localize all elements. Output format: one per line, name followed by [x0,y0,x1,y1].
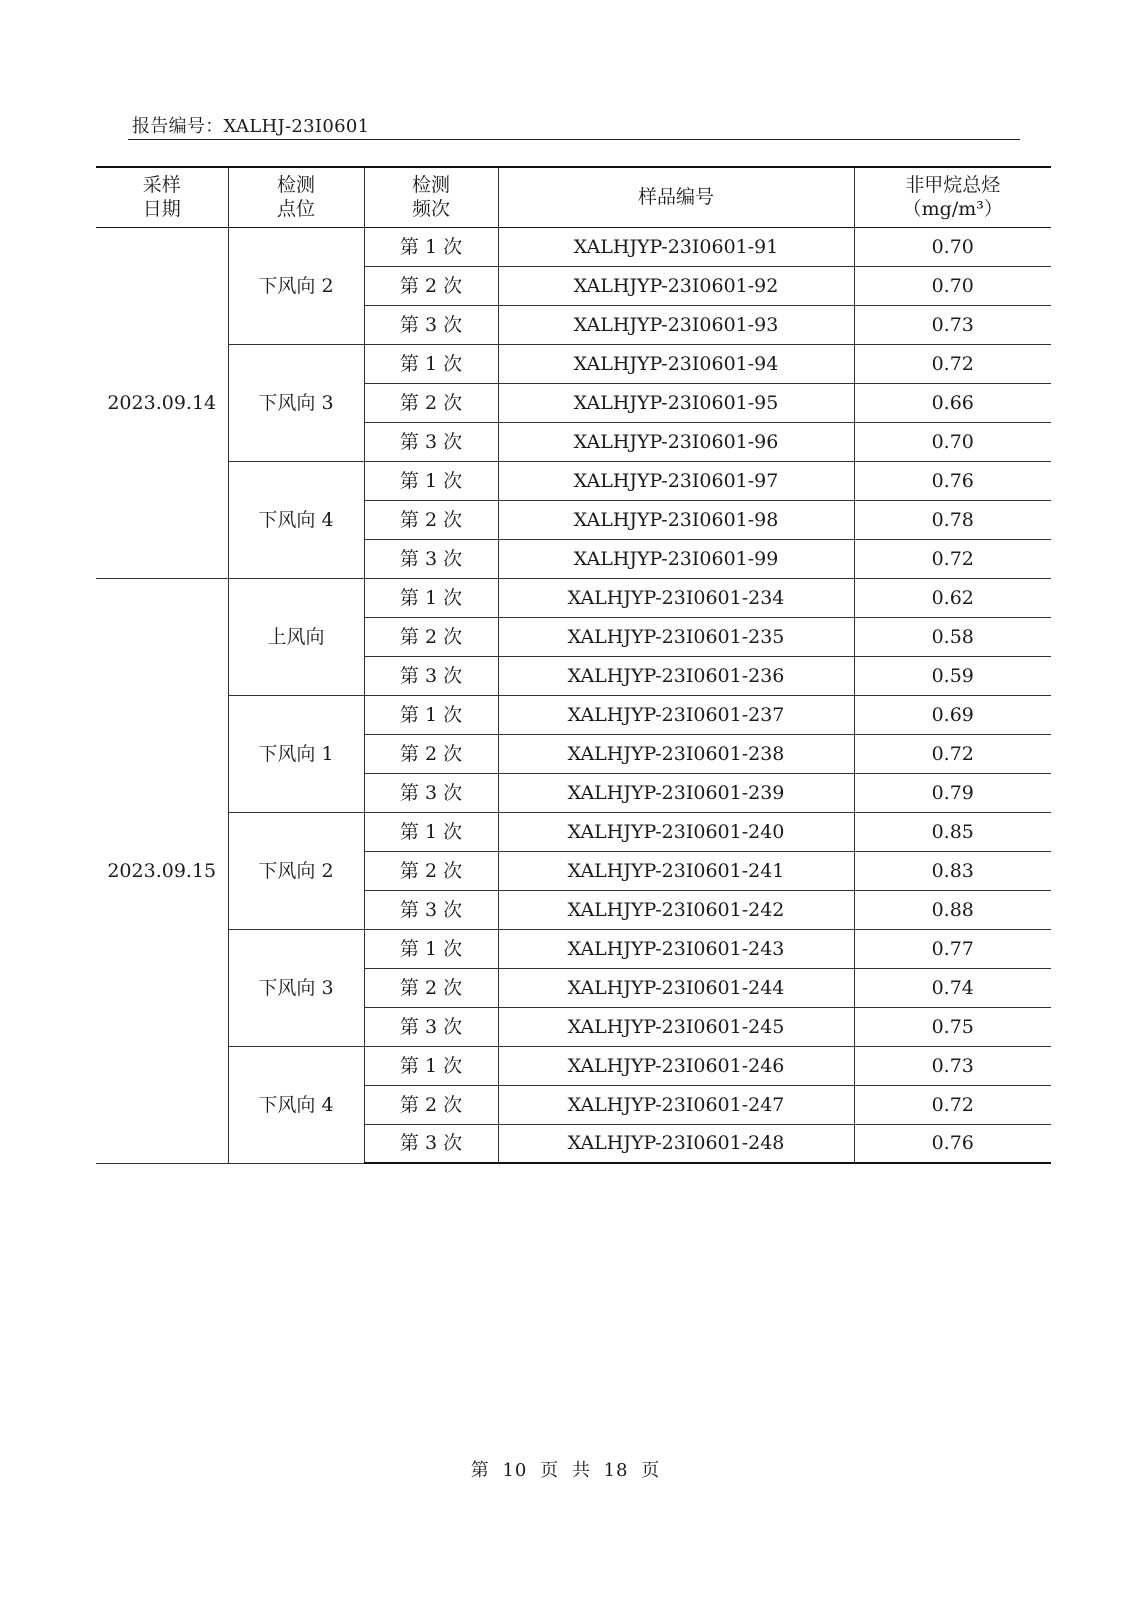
page-footer-page-word: 页 [540,1460,560,1481]
sample-no-cell: XALHJYP-23I0601-93 [498,305,854,344]
sample-no-cell: XALHJYP-23I0601-234 [498,578,854,617]
frequency-cell: 第 3 次 [364,539,498,578]
frequency-cell: 第 3 次 [364,890,498,929]
table-header-row [96,167,1051,227]
nmhc-value-cell: 0.74 [854,968,1051,1007]
sample-no-cell: XALHJYP-23I0601-243 [498,929,854,968]
frequency-cell: 第 1 次 [364,929,498,968]
sample-no-cell: XALHJYP-23I0601-97 [498,461,854,500]
frequency-cell: 第 3 次 [364,305,498,344]
point-cell: 下风向 4 [228,461,364,578]
nmhc-value-cell: 0.72 [854,539,1051,578]
sample-no-cell: XALHJYP-23I0601-235 [498,617,854,656]
frequency-cell: 第 1 次 [364,227,498,266]
sample-no-cell: XALHJYP-23I0601-236 [498,656,854,695]
point-cell: 下风向 3 [228,929,364,1046]
header-divider [128,139,1020,140]
sample-no-cell: XALHJYP-23I0601-238 [498,734,854,773]
page-footer-total-word: 共 [571,1460,591,1481]
frequency-cell: 第 2 次 [364,383,498,422]
nmhc-value-cell: 0.70 [854,266,1051,305]
date-cell: 2023.09.15 [96,578,228,1163]
col-header-sample-no [498,167,854,227]
sample-no-cell: XALHJYP-23I0601-240 [498,812,854,851]
report-number: 报告编号：XALHJ-23I0601 [132,116,370,137]
page-footer-suffix: 页 [641,1460,661,1481]
date-cell: 2023.09.14 [96,227,228,578]
nmhc-value-cell: 0.59 [854,656,1051,695]
sample-no-cell: XALHJYP-23I0601-96 [498,422,854,461]
frequency-cell: 第 1 次 [364,1046,498,1085]
col-header-frequency-line2: 频次 [411,198,450,221]
nmhc-value-cell: 0.76 [854,461,1051,500]
nmhc-value-cell: 0.78 [854,500,1051,539]
point-cell: 下风向 3 [228,344,364,461]
sample-no-cell: XALHJYP-23I0601-92 [498,266,854,305]
frequency-cell: 第 2 次 [364,968,498,1007]
frequency-cell: 第 2 次 [364,617,498,656]
table-row [96,461,1051,500]
col-header-nmhc [854,167,1051,227]
nmhc-value-cell: 0.69 [854,695,1051,734]
point-cell: 上风向 [228,578,364,695]
sample-no-cell: XALHJYP-23I0601-239 [498,773,854,812]
nmhc-value-cell: 0.75 [854,1007,1051,1046]
nmhc-value-cell: 0.66 [854,383,1051,422]
sample-no-cell: XALHJYP-23I0601-95 [498,383,854,422]
sample-no-cell: XALHJYP-23I0601-244 [498,968,854,1007]
sample-no-cell: XALHJYP-23I0601-94 [498,344,854,383]
nmhc-value-cell: 0.58 [854,617,1051,656]
frequency-cell: 第 1 次 [364,695,498,734]
results-table [96,166,1051,1164]
page-footer-total: 18 [603,1460,629,1481]
col-header-point-line2: 点位 [276,198,315,221]
col-header-date-line1: 采样 [142,174,181,197]
nmhc-value-cell: 0.76 [854,1124,1051,1163]
table-row [96,1046,1051,1085]
point-cell: 下风向 1 [228,695,364,812]
table-row [96,578,1051,617]
frequency-cell: 第 1 次 [364,578,498,617]
nmhc-value-cell: 0.88 [854,890,1051,929]
frequency-cell: 第 1 次 [364,344,498,383]
frequency-cell: 第 1 次 [364,461,498,500]
nmhc-value-cell: 0.62 [854,578,1051,617]
sample-no-cell: XALHJYP-23I0601-248 [498,1124,854,1163]
frequency-cell: 第 3 次 [364,773,498,812]
nmhc-value-cell: 0.79 [854,773,1051,812]
col-header-date-line2: 日期 [142,198,181,221]
sample-no-cell: XALHJYP-23I0601-237 [498,695,854,734]
frequency-cell: 第 2 次 [364,500,498,539]
col-header-sample-no-label: 样品编号 [637,186,714,209]
col-header-point-line1: 检测 [276,174,315,197]
page-footer-current: 10 [502,1460,528,1481]
frequency-cell: 第 3 次 [364,1007,498,1046]
sample-no-cell: XALHJYP-23I0601-91 [498,227,854,266]
nmhc-value-cell: 0.70 [854,227,1051,266]
frequency-cell: 第 1 次 [364,812,498,851]
nmhc-value-cell: 0.83 [854,851,1051,890]
frequency-cell: 第 3 次 [364,1124,498,1163]
frequency-cell: 第 2 次 [364,734,498,773]
sample-no-cell: XALHJYP-23I0601-247 [498,1085,854,1124]
table-row [96,344,1051,383]
point-cell: 下风向 2 [228,812,364,929]
table-row [96,227,1051,266]
col-header-nmhc-unit: （mg/m³） [902,198,1003,221]
table-row [96,695,1051,734]
page-footer [0,1456,1131,1482]
nmhc-value-cell: 0.77 [854,929,1051,968]
sample-no-cell: XALHJYP-23I0601-245 [498,1007,854,1046]
sample-no-cell: XALHJYP-23I0601-246 [498,1046,854,1085]
col-header-nmhc-line1: 非甲烷总烃 [905,174,1001,197]
sample-no-cell: XALHJYP-23I0601-242 [498,890,854,929]
frequency-cell: 第 3 次 [364,656,498,695]
nmhc-value-cell: 0.73 [854,1046,1051,1085]
col-header-frequency [364,167,498,227]
point-cell: 下风向 4 [228,1046,364,1163]
table-row [96,812,1051,851]
frequency-cell: 第 2 次 [364,266,498,305]
col-header-date [96,167,228,227]
nmhc-value-cell: 0.70 [854,422,1051,461]
frequency-cell: 第 2 次 [364,851,498,890]
sample-no-cell: XALHJYP-23I0601-98 [498,500,854,539]
sample-no-cell: XALHJYP-23I0601-241 [498,851,854,890]
sample-no-cell: XALHJYP-23I0601-99 [498,539,854,578]
page-footer-prefix: 第 [470,1460,490,1481]
point-cell: 下风向 2 [228,227,364,344]
nmhc-value-cell: 0.73 [854,305,1051,344]
col-header-frequency-line1: 检测 [411,174,450,197]
table-row [96,929,1051,968]
nmhc-value-cell: 0.72 [854,344,1051,383]
nmhc-value-cell: 0.72 [854,734,1051,773]
nmhc-value-cell: 0.72 [854,1085,1051,1124]
nmhc-value-cell: 0.85 [854,812,1051,851]
table-body [96,227,1051,1163]
frequency-cell: 第 3 次 [364,422,498,461]
col-header-point [228,167,364,227]
frequency-cell: 第 2 次 [364,1085,498,1124]
